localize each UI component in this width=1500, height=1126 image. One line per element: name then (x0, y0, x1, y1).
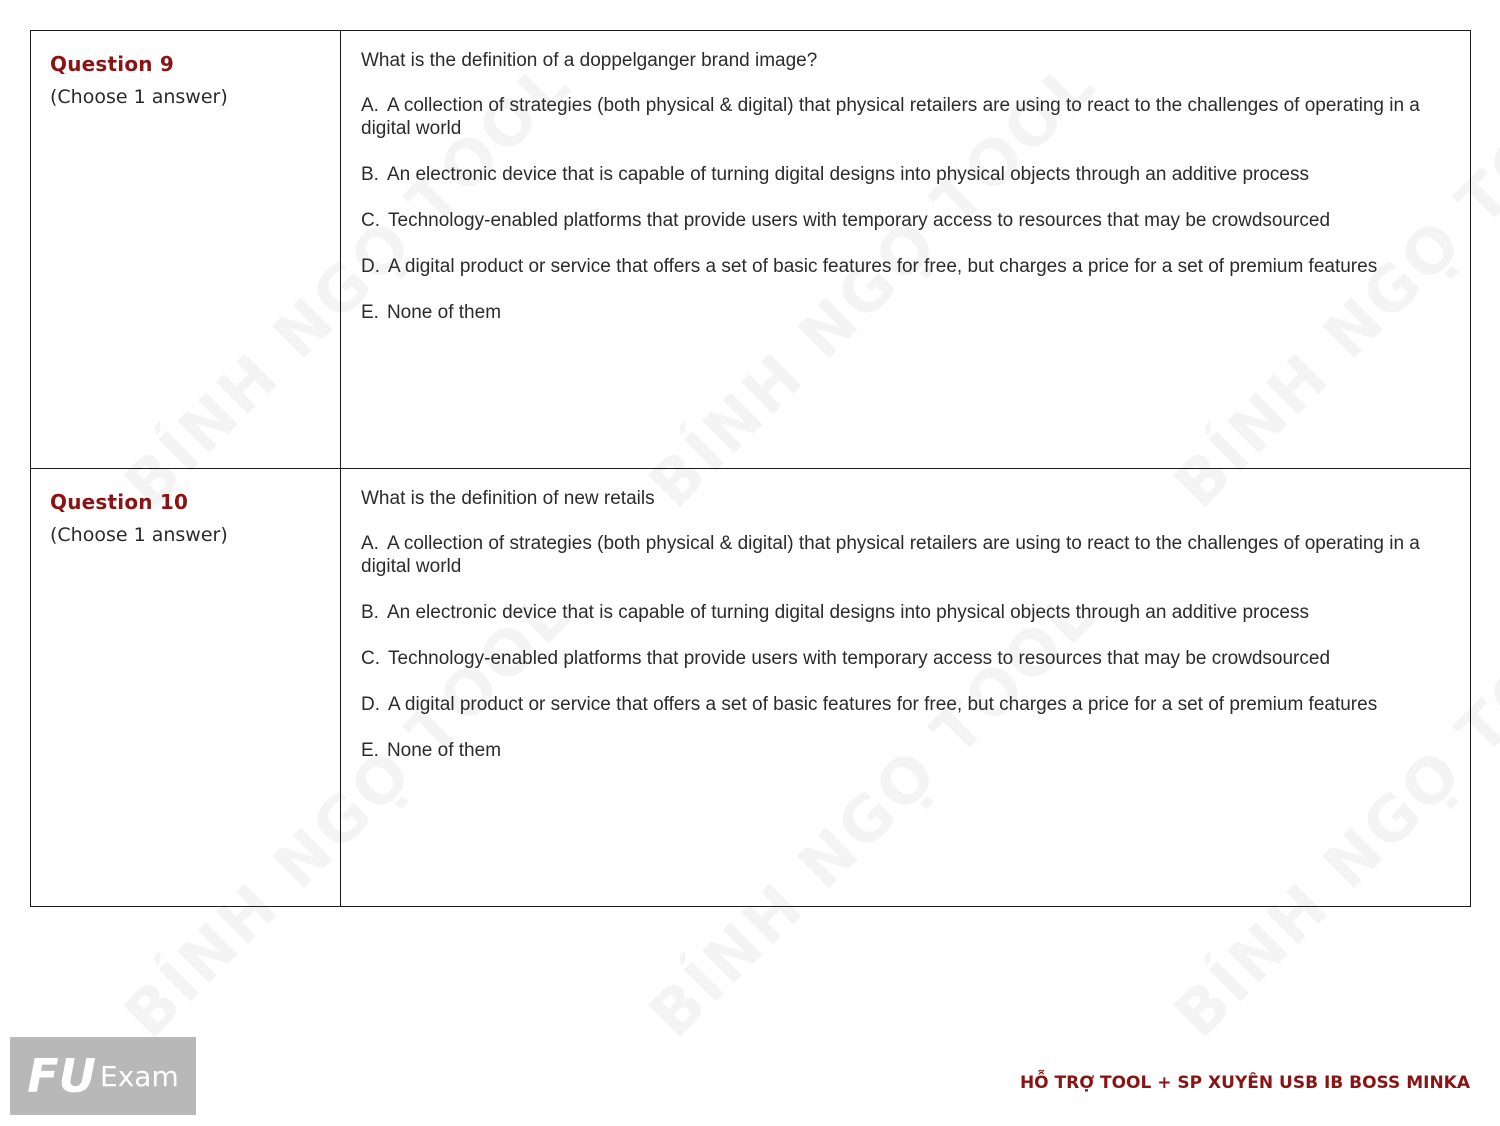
question-body-cell (341, 31, 1471, 469)
option-letter: E. (361, 740, 379, 761)
question-meta-cell (31, 469, 341, 907)
option-letter: E. (361, 302, 379, 323)
logo-word: Exam (100, 1059, 179, 1093)
option-letter: C. (361, 210, 380, 231)
question-row (31, 469, 1471, 907)
fu-exam-logo (10, 1037, 196, 1115)
option-letter: D. (361, 256, 380, 277)
answer-option-a[interactable] (361, 94, 1430, 140)
option-text: None of them (386, 302, 502, 323)
option-letter: C. (361, 648, 380, 669)
question-hint: (Choose 1 answer) (50, 86, 228, 108)
question-title: Question 10 (50, 490, 189, 514)
question-body-cell (341, 469, 1471, 907)
option-text: A digital product or service that offers a set of basic features for free, but charges a price for a set of premium features (388, 694, 1378, 715)
option-text: A collection of strategies (both physical & digital) that physical retailers are using to react to the challenges of operating in a digital world (361, 533, 1420, 577)
answer-option-e[interactable] (361, 739, 1430, 762)
answer-option-b[interactable] (361, 601, 1430, 624)
question-hint: (Choose 1 answer) (50, 524, 228, 546)
answer-option-b[interactable] (361, 163, 1430, 186)
logo-mark: FU (27, 1049, 97, 1103)
option-text: An electronic device that is capable of turning digital designs into physical objects through an additive process (386, 164, 1310, 185)
option-text: None of them (386, 740, 502, 761)
answer-option-c[interactable] (361, 647, 1430, 670)
question-title: Question 9 (50, 52, 174, 76)
option-letter: B. (361, 602, 379, 623)
option-text: A digital product or service that offers a set of basic features for free, but charges a price for a set of premium features (388, 256, 1378, 277)
footer-promo-text: HỖ TRỢ TOOL + SP XUYÊN USB IB BOSS MINKA (1019, 1073, 1470, 1093)
option-text: A collection of strategies (both physical & digital) that physical retailers are using to react to the challenges of operating in a digital world (361, 95, 1420, 139)
answer-option-d[interactable] (361, 693, 1430, 716)
option-letter: A. (361, 533, 379, 554)
option-letter: B. (361, 164, 379, 185)
question-stem: What is the definition of a doppelganger brand image? (361, 50, 818, 71)
answer-option-e[interactable] (361, 301, 1430, 324)
questions-table (30, 30, 1471, 907)
option-letter: A. (361, 95, 379, 116)
question-meta-cell (31, 31, 341, 469)
option-text: An electronic device that is capable of turning digital designs into physical objects through an additive process (386, 602, 1310, 623)
option-letter: D. (361, 694, 380, 715)
question-row (31, 31, 1471, 469)
answer-option-a[interactable] (361, 532, 1430, 578)
option-text: Technology-enabled platforms that provide users with temporary access to resources that may be crowdsourced (388, 648, 1331, 669)
answer-option-d[interactable] (361, 255, 1430, 278)
question-stem: What is the definition of new retails (361, 488, 655, 509)
answer-option-c[interactable] (361, 209, 1430, 232)
option-text: Technology-enabled platforms that provide users with temporary access to resources that may be crowdsourced (388, 210, 1331, 231)
